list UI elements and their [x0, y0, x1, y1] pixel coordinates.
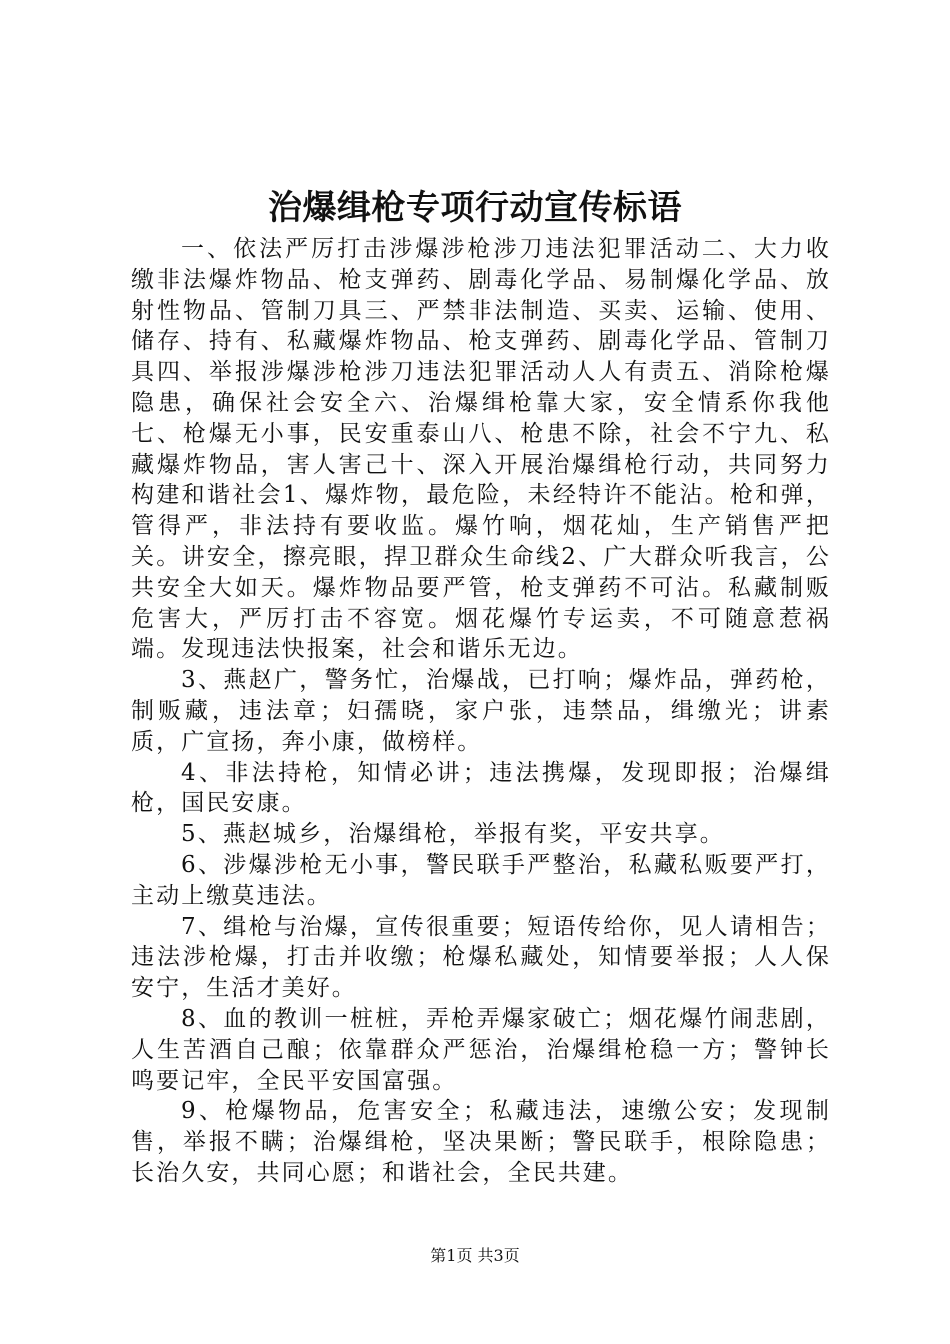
page-footer: 第1页 共3页	[430, 1246, 520, 1265]
paragraph: 5、燕赵城乡，治爆缉枪，举报有奖，平安共享。	[181, 821, 725, 848]
paragraph: 6、涉爆涉枪无小事，警民联手严整治，私藏私贩要严打，主动上缴莫违法。	[131, 851, 831, 909]
paragraph: 4、非法持枪，知情必讲；违法携爆，发现即报；治爆缉枪，国民安康。	[131, 759, 831, 817]
document-title: 治爆缉枪专项行动宣传标语	[268, 188, 682, 228]
paragraph: 3、燕赵广，警务忙，治爆战，已打响；爆炸品，弹药枪，制贩藏，违法章；妇孺晓，家户张，违禁品，缉缴光；讲素质，广宣扬，奔小康，做榜样。	[131, 667, 831, 755]
paragraph: 8、血的教训一桩桩，弄枪弄爆家破亡；烟花爆竹闹悲剧，人生苦酒自己酿；依靠群众严惩治，治爆缉枪稳一方；警钟长鸣要记牢，全民平安国富强。	[131, 1005, 831, 1094]
paragraph: 7、缉枪与治爆，宣传很重要；短语传给你，见人请相告；违法涉枪爆，打击并收缴；枪爆私藏处，知情要举报；人人保安宁，生活才美好。	[131, 913, 831, 1002]
paragraph: 一、依法严厉打击涉爆涉枪涉刀违法犯罪活动二、大力收缴非法爆炸物品、枪支弹药、剧毒化学品、易制爆化学品、放射性物品、管制刀具三、严禁非法制造、买卖、运输、使用、储存、持有、私藏爆炸物品、枪支弹药、剧毒化学品、管制刀具四、举报涉爆涉枪涉刀违法犯罪活动人人有责五、消除枪爆隐患，确保社会安全六、治爆缉枪靠大家，安全情系你我他七、枪爆无小事，民安重泰山八、枪患不除，社会不宁九、私藏爆炸物品，害人害己十、深入开展治爆缉枪行动，共同努力构建和谐社会1、爆炸物，最危险，未经特许不能沾。枪和弹，管得严，非法持有要收监。爆竹响，烟花灿，生产销售严把关。讲安全，擦亮眼，捍卫群众生命线2、广大群众听我言，公共安全大如天。爆炸物品要严管，枪支弹药不可沾。私藏制贩危害大，严厉打击不容宽。烟花爆竹专运卖，不可随意惹祸端。发现违法快报案，社会和谐乐无边。	[131, 236, 831, 663]
paragraph: 9、枪爆物品，危害安全；私藏违法，速缴公安；发现制售，举报不瞒；治爆缉枪，坚决果断；警民联手，根除隐患；长治久安，共同心愿；和谐社会，全民共建。	[131, 1098, 831, 1186]
document-body	[131, 234, 831, 1189]
